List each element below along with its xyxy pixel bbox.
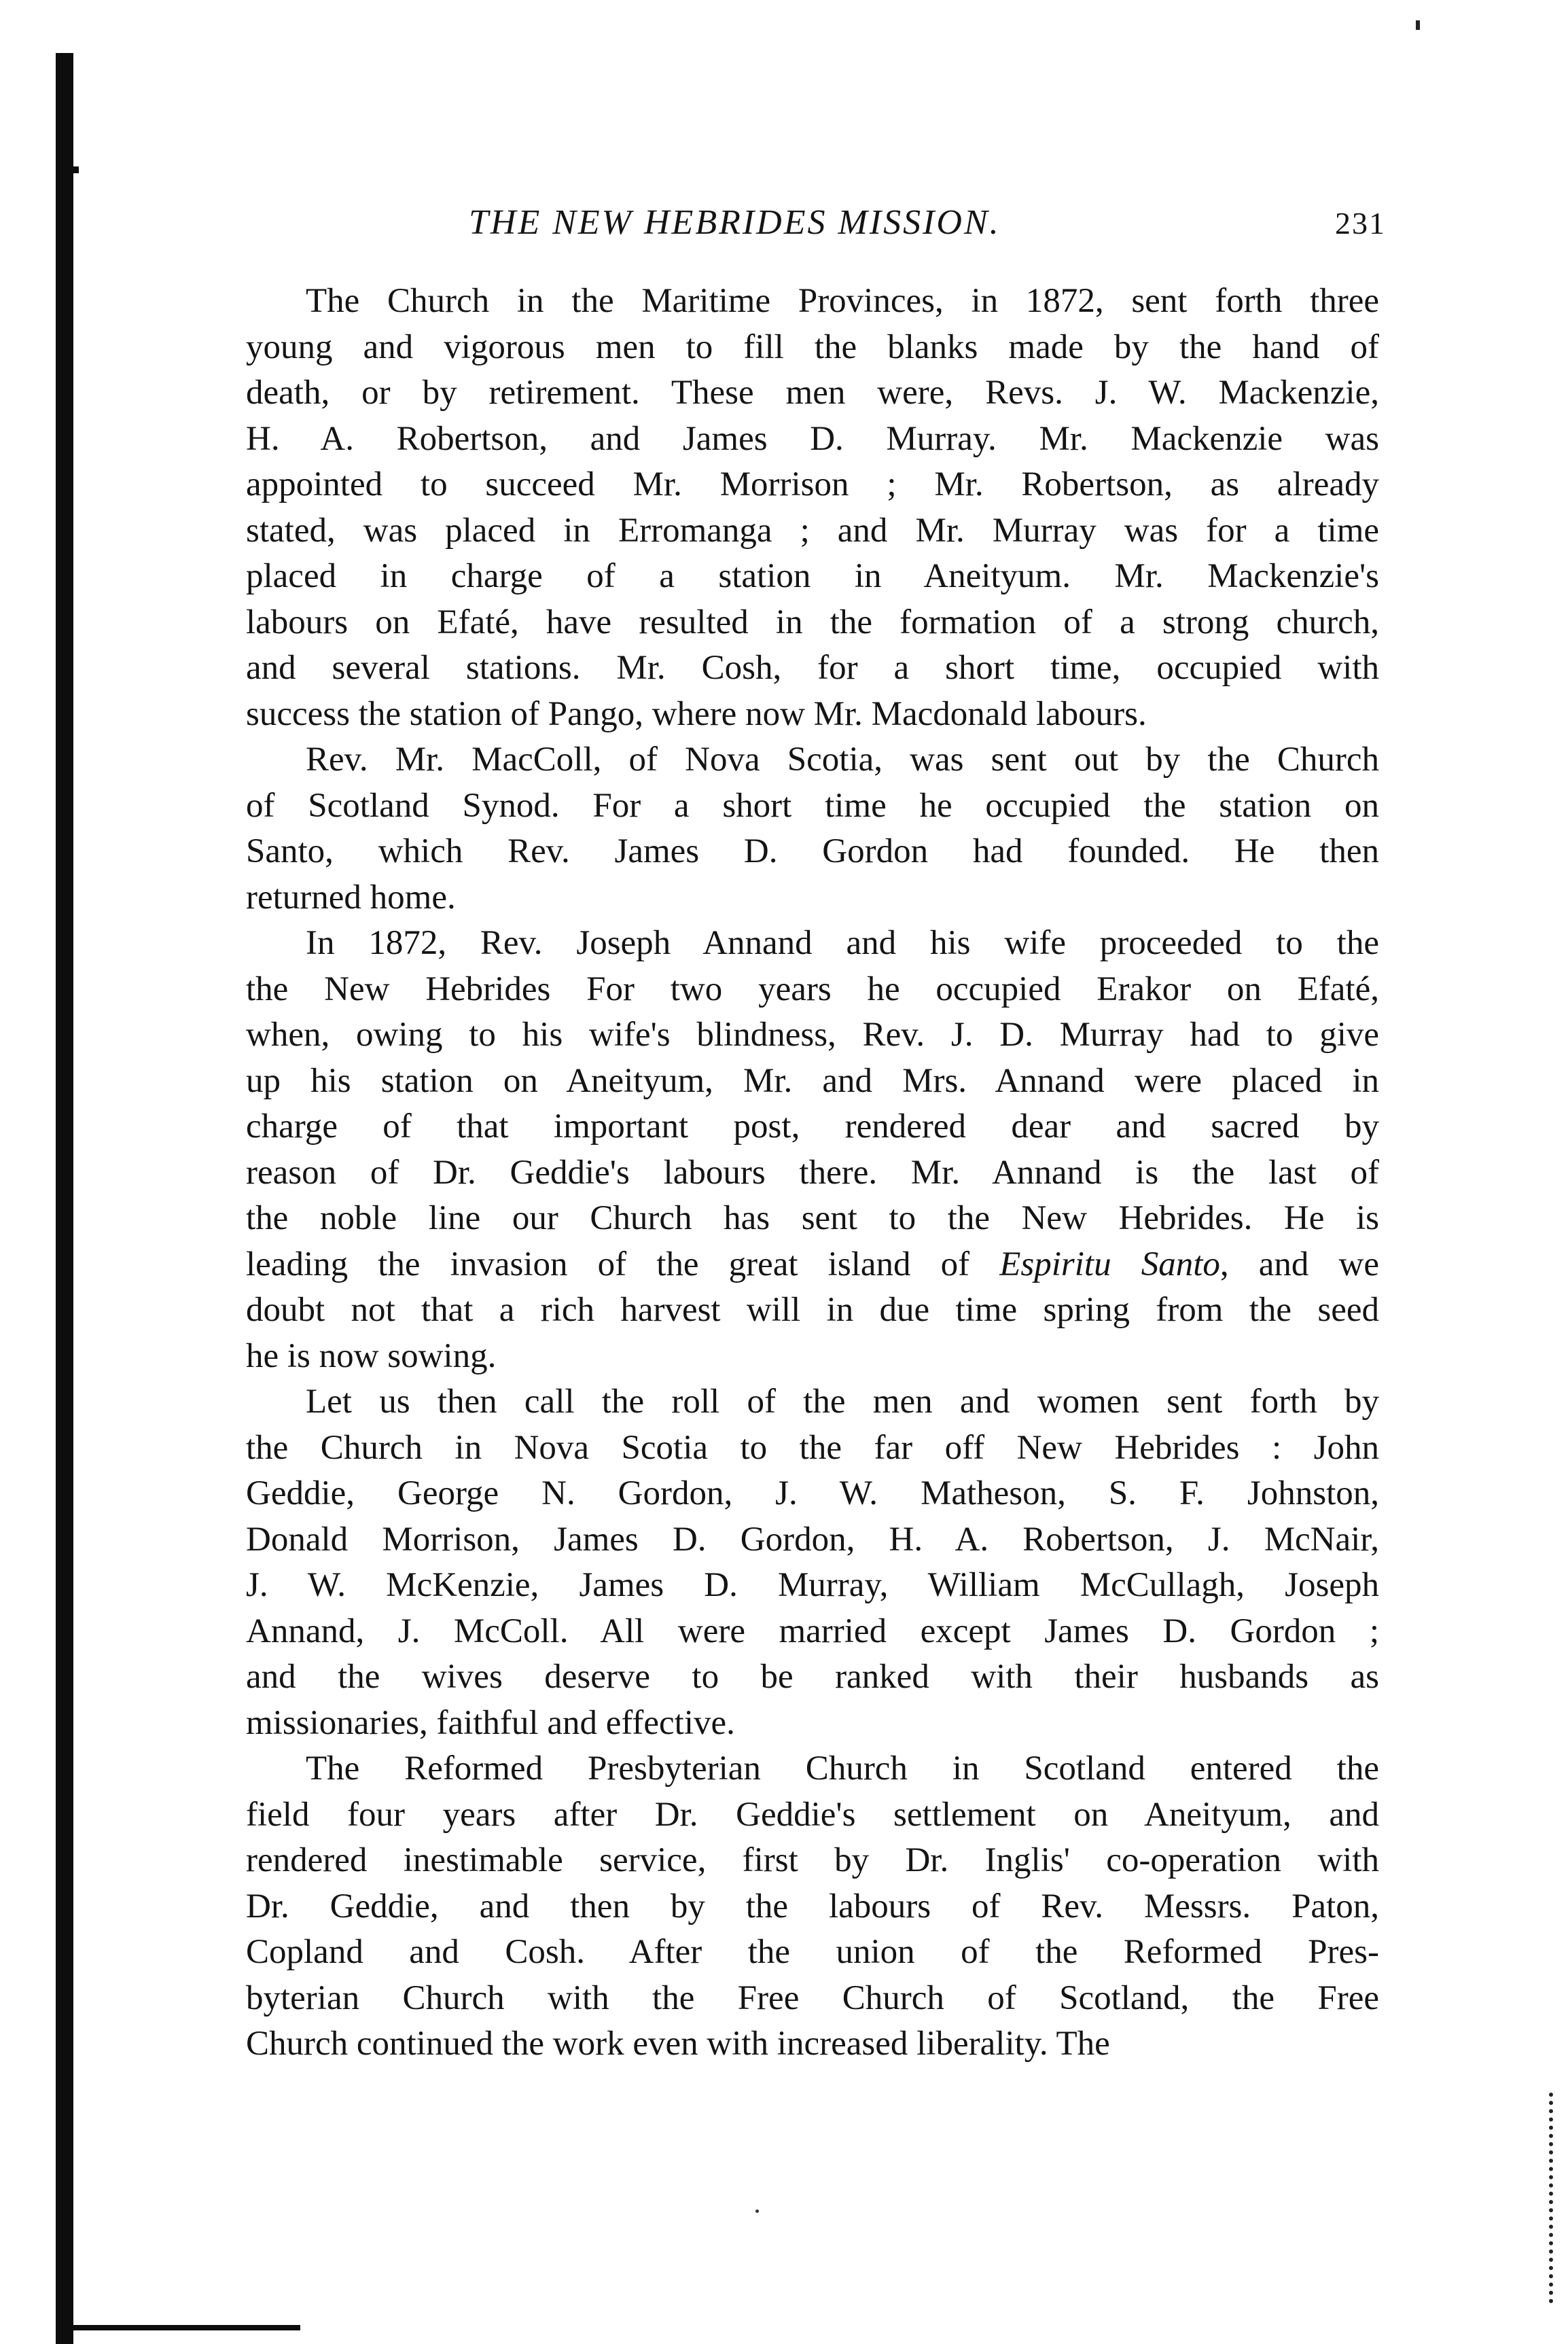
text-line: Church continued the work even with increased liberality. The <box>246 2025 1110 2063</box>
text-line: labours on Efaté, have resulted in the formation of a strong church, <box>246 603 1379 641</box>
text-line: and several stations. Mr. Cosh, for a short time, occupied with <box>246 649 1379 687</box>
paragraph <box>246 737 1379 921</box>
page-foot-edge <box>56 2325 300 2330</box>
page-number: 231 <box>1335 206 1386 241</box>
text-line: rendered inestimable service, first by Dr. Inglis' co-operation with <box>246 1841 1379 1879</box>
text-line: H. A. Robertson, and James D. Murray. Mr. Mackenzie was <box>246 419 1379 458</box>
margin-mark <box>1549 2093 1557 2303</box>
text-line: young and vigorous men to fill the blanks made by the hand of <box>246 327 1379 366</box>
binding-edge <box>56 53 73 2344</box>
text-line: Donald Morrison, James D. Gordon, H. A. Robertson, J. McNair, <box>246 1520 1379 1559</box>
text-line: the Church in Nova Scotia to the far off New Hebrides : John <box>246 1428 1379 1467</box>
text-line: Annand, J. McColl. All were married except James D. Gordon ; <box>246 1612 1379 1650</box>
text-line: he is now sowing. <box>246 1336 497 1375</box>
text-line: J. W. McKenzie, James D. Murray, William McCullagh, Joseph <box>246 1566 1379 1604</box>
running-title: THE NEW HEBRIDES MISSION. <box>469 203 1001 242</box>
text-line: Dr. Geddie, and then by the labours of Rev. Messrs. Paton, <box>246 1887 1379 1925</box>
text-line: doubt not that a rich harvest will in due time spring from the seed <box>246 1291 1379 1329</box>
body-text <box>246 279 1379 2067</box>
text-line: up his station on Aneityum, Mr. and Mrs. Annand were placed in <box>246 1061 1379 1100</box>
paragraph <box>246 1746 1379 2067</box>
text-line: The Reformed Presbyterian Church in Scotland entered the <box>306 1750 1379 1788</box>
text-line: leading the invasion of the great island of Espiritu Santo, and we <box>246 1245 1379 1283</box>
text-line: The Church in the Maritime Provinces, in 1872, sent forth three <box>306 282 1379 320</box>
running-head <box>245 202 1386 250</box>
binding-notch <box>73 166 79 173</box>
text-line: Let us then call the roll of the men and women sent forth by <box>306 1383 1379 1421</box>
text-line: Copland and Cosh. After the union of the Reformed Pres- <box>246 1933 1379 1971</box>
text-line: In 1872, Rev. Joseph Annand and his wife proceeded to the <box>306 924 1379 962</box>
text-line: Santo, which Rev. James D. Gordon had founded. He then <box>246 832 1379 870</box>
corner-mark <box>1416 20 1420 30</box>
paragraph <box>246 921 1379 1379</box>
text-line: appointed to succeed Mr. Morrison ; Mr. Robertson, as already <box>246 465 1379 503</box>
text-line: the noble line our Church has sent to the New Hebrides. He is <box>246 1199 1379 1237</box>
text-line: field four years after Dr. Geddie's settlement on Aneityum, and <box>246 1795 1379 1834</box>
text-line: placed in charge of a station in Aneityum. Mr. Mackenzie's <box>246 557 1379 595</box>
text-line: byterian Church with the Free Church of Scotland, the Free <box>246 1978 1379 2017</box>
text-line: death, or by retirement. These men were, Revs. J. W. Mackenzie, <box>246 374 1379 412</box>
text-line: of Scotland Synod. For a short time he occupied the station on <box>246 786 1379 825</box>
italic-place-name: Espiritu Santo <box>999 1245 1220 1283</box>
text-line: Geddie, George N. Gordon, J. W. Matheson, S. F. Johnston, <box>246 1474 1379 1512</box>
print-speck <box>755 2209 759 2213</box>
text-line: missionaries, faithful and effective. <box>246 1703 735 1742</box>
text-line: charge of that important post, rendered dear and sacred by <box>246 1107 1379 1146</box>
text-line: and the wives deserve to be ranked with their husbands as <box>246 1658 1379 1696</box>
text-line: success the station of Pango, where now Mr. Macdonald labours. <box>246 694 1147 733</box>
text-line: returned home. <box>246 878 456 917</box>
paragraph <box>246 1379 1379 1746</box>
text-line: Rev. Mr. MacColl, of Nova Scotia, was sent out by the Church <box>306 741 1379 779</box>
text-line: stated, was placed in Erromanga ; and Mr. Murray was for a time <box>246 511 1379 550</box>
text-line: reason of Dr. Geddie's labours there. Mr. Annand is the last of <box>246 1153 1379 1192</box>
text-line: the New Hebrides For two years he occupied Erakor on Efaté, <box>246 970 1379 1008</box>
text-line: when, owing to his wife's blindness, Rev. J. D. Murray had to give <box>246 1016 1379 1054</box>
paragraph <box>246 279 1379 737</box>
